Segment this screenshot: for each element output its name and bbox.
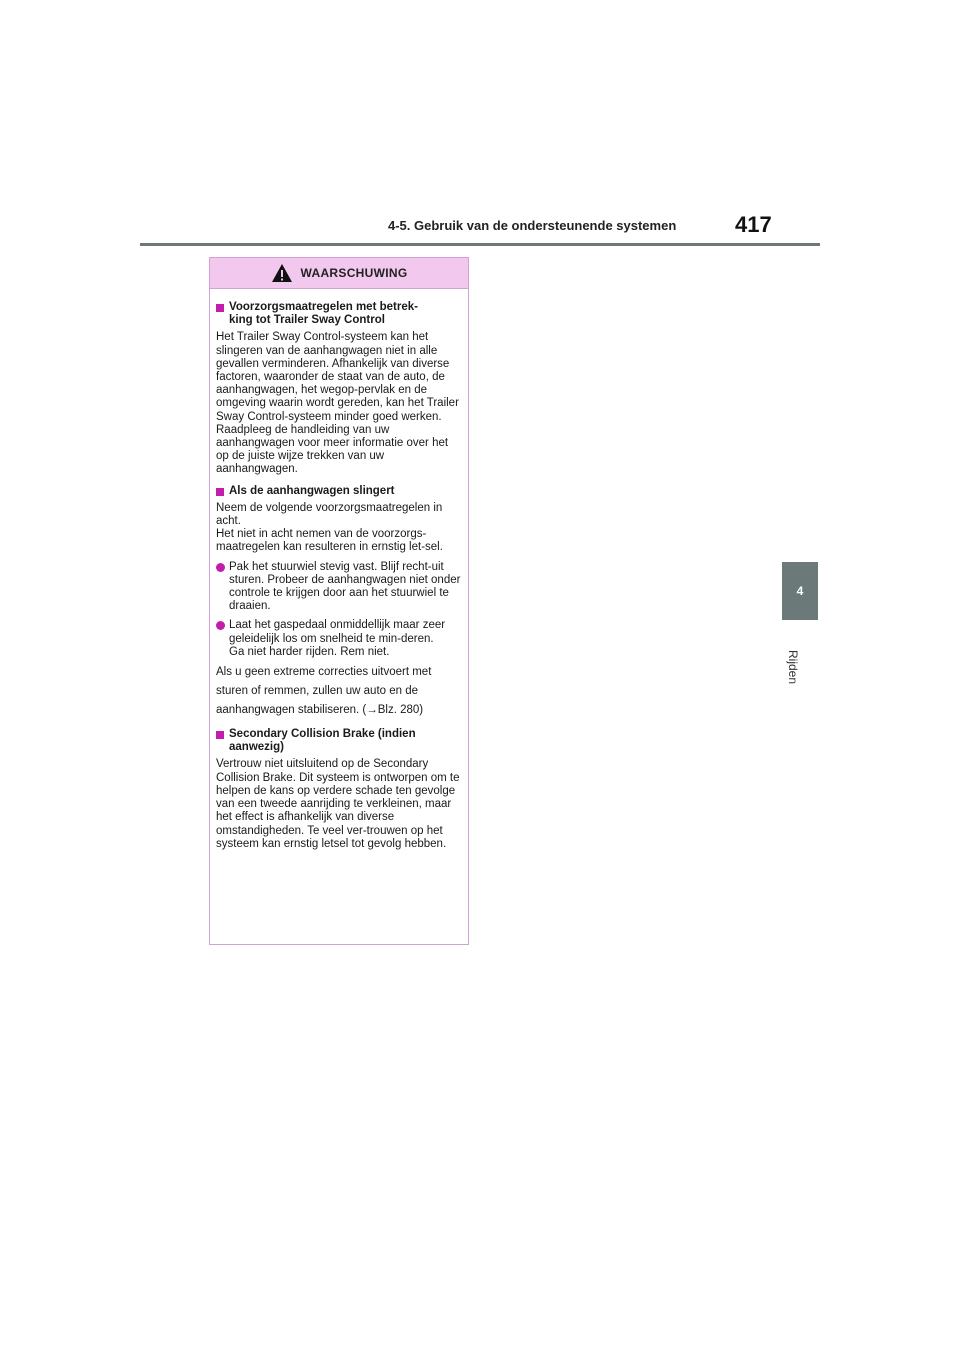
paragraph: Het niet in acht nemen van de voorzorgs-maatregelen kan resulteren in ernstig let-sel. <box>216 528 443 554</box>
list-item-line: Laat het gaspedaal onmiddellijk maar zeer geleidelijk los om snelheid te min-deren. <box>229 619 446 645</box>
warning-body <box>210 289 468 851</box>
paragraph: Vertrouw niet uitsluitend op de Secondary Collision Brake. Dit systeem is ontworpen om te helpen de kans op verdere schade ten gevolge van een tweede aanrijding te verkleinen, maar het effect is afhankelijk van diverse omstandigheden. Te veel ver-trouwen op het systeem kan ernstig letsel tot gevolg hebben. <box>216 758 460 850</box>
list-item <box>216 619 462 659</box>
square-bullet-icon <box>216 304 224 312</box>
list-item-text <box>229 619 462 659</box>
section-heading-text: Voorzorgsmaatregelen met betrek- king tot Trailer Sway Control <box>229 301 418 327</box>
square-bullet-icon <box>216 488 224 496</box>
section-heading <box>216 301 462 327</box>
section-heading <box>216 728 462 754</box>
section-heading-text: Als de aanhangwagen slingert <box>229 484 395 497</box>
warning-header <box>210 258 468 289</box>
list-item-line: Ga niet harder rijden. Rem niet. <box>229 645 390 658</box>
paragraph: Als u geen extreme correcties uitvoert met sturen of remmen, zullen uw auto en de aanhangwagen stabiliseren. (→Blz. 280) <box>216 666 432 717</box>
square-bullet-icon <box>216 731 224 739</box>
list-item-text: Pak het stuurwiel stevig vast. Blijf recht-uit sturen. Probeer de aanhangwagen niet onder controle te krijgen door aan het stuurwiel te draaien. <box>229 560 461 613</box>
round-bullet-icon <box>216 621 225 630</box>
paragraph: Het Trailer Sway Control-systeem kan het slingeren van de aanhangwagen niet in alle gevallen verminderen. Afhankelijk van diverse factoren, waaronder de staat van de auto, de aanhangwagen, het wegop-pervlak en de omgeving waarin wordt gereden, kan het Trailer Sway Control-systeem minder goed werken. Raadpleeg de handleiding van uw aanhangwagen voor meer informatie over het op de juiste wijze trekken van uw aanhangwagen. <box>216 331 459 476</box>
warning-box <box>209 257 469 945</box>
paragraph: Neem de volgende voorzorgsmaatregelen in acht. <box>216 501 443 528</box>
warning-title: WAARSCHUWING <box>300 266 408 280</box>
chapter-number: 4 <box>796 584 804 598</box>
page-number: 417 <box>735 212 772 237</box>
section-title: 4-5. Gebruik van de ondersteunende systemen <box>388 218 677 233</box>
round-bullet-icon <box>216 563 225 572</box>
section-heading-text: Secondary Collision Brake (indien aanwezig) <box>229 728 416 754</box>
header-divider <box>140 243 820 246</box>
section-heading <box>216 485 462 498</box>
chapter-tab[interactable] <box>782 562 818 620</box>
warning-triangle-icon <box>271 263 293 283</box>
chapter-label: Rijden <box>786 650 800 685</box>
list-item <box>216 561 462 614</box>
